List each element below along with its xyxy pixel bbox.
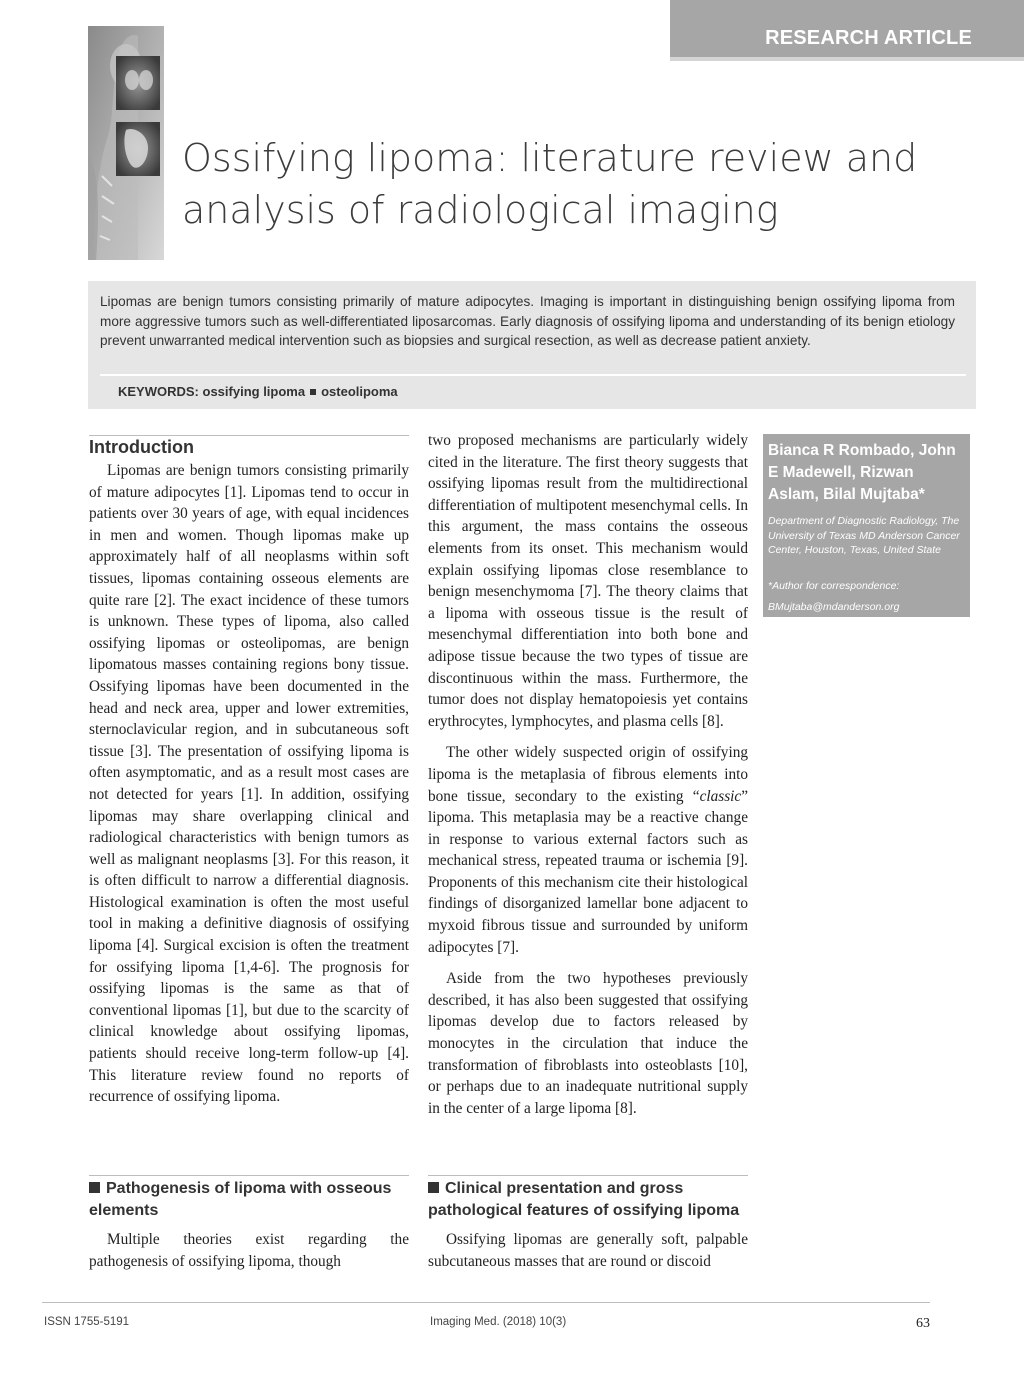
keyword-1: ossifying lipoma xyxy=(202,384,306,399)
cover-image xyxy=(88,26,164,260)
column-2-body xyxy=(428,430,748,1119)
keyword-2: osteolipoma xyxy=(321,384,398,399)
metaplasia-text-a: The other widely suspected origin of ossifying lipoma is the metaplasia of fibrous elements into bone tissue, secondary to the existing “ xyxy=(428,744,748,805)
page-number: 63 xyxy=(916,1316,930,1331)
metaplasia-text-emphasis: classic xyxy=(699,787,742,805)
title-line-1: Ossifying lipoma: literature review and xyxy=(182,136,918,180)
subheading-rule xyxy=(89,1175,409,1176)
footer-issn: ISSN 1755-5191 xyxy=(44,1316,130,1328)
monocyte-paragraph: Aside from the two hypotheses previously described, it has also been suggested that ossifying lipomas develop due to factors released by monocytes in the circulation that induce the transformation of fibroblasts into osteoblasts [10], or perhaps due to an inadequate nutritional supply in the center of a large lipoma [8]. xyxy=(428,970,748,1117)
abstract-divider xyxy=(100,374,966,376)
section-heading-pathogenesis-text: Pathogenesis of lipoma with osseous elements xyxy=(89,1180,392,1219)
section-heading-clinical-text: Clinical presentation and gross pathological features of ossifying lipoma xyxy=(428,1180,740,1219)
section-heading-clinical xyxy=(428,1178,748,1222)
column-1-body xyxy=(89,460,409,1108)
author-affiliation: Department of Diagnostic Radiology, The University of Texas MD Anderson Cancer Center, Houston, Texas, United State xyxy=(768,515,960,556)
heading-square-icon xyxy=(428,1182,439,1193)
article-title xyxy=(182,132,962,236)
banner-underline xyxy=(670,57,1024,61)
correspondence-label: *Author for correspondence: xyxy=(768,580,900,592)
correspondence-email[interactable]: BMujtaba@mdanderson.org xyxy=(768,601,900,613)
author-names: Bianca R Rombado, John E Madewell, Rizwan Aslam, Bilal Mujtaba* xyxy=(768,442,956,503)
keywords-label: KEYWORDS: xyxy=(118,384,199,399)
pathogenesis-paragraph: Multiple theories exist regarding the pathogenesis of ossifying lipoma, though xyxy=(89,1231,409,1270)
heading-square-icon xyxy=(89,1182,100,1193)
column-2-continuation xyxy=(428,1229,748,1272)
article-type-label: RESEARCH ARTICLE xyxy=(765,27,972,49)
metaplasia-paragraph xyxy=(428,742,748,958)
article-type-banner xyxy=(670,0,1024,57)
bullet-square-icon xyxy=(310,389,316,395)
mechanism-paragraph: two proposed mechanisms are particularly widely cited in the literature. The first theory suggests that ossifying lipomas result from the multidirectional differentiation of multipotent mesenchymal cells. In this argument, the mass contains the osseous elements from its onset. This mechanism would explain ossifying lipomas close resemblance to benign mesenchymoma [7]. The theory claims that a lipoma with osseous tissue is the result of mesenchymal differentiation into both bone and adipose tissue because the two types of tissue are discontinuous within the mass. Furthermore, the tumor does not display hematopoiesis yet contains erythrocytes, lymphocytes, and plasma cells [8]. xyxy=(428,432,748,730)
abstract-text: Lipomas are benign tumors consisting primarily of mature adipocytes. Imaging is important in distinguishing benign ossifying lipoma from more aggressive tumors such as well-differentiated liposarcomas. Early diagnosis of ossifying lipoma and understanding of its benign etiology prevent unwarranted medical intervention such as biopsies and surgical resection, as well as decrease patient anxiety. xyxy=(100,294,955,348)
section-heading-pathogenesis xyxy=(89,1178,409,1222)
author-sidebar xyxy=(763,434,970,617)
keywords-line xyxy=(118,384,398,399)
metaplasia-text-b: ” lipoma. This metaplasia may be a reactive change in response to various external factors such as mechanical stress, repeated trauma or ischemia [9]. Proponents of this mechanism cite their histological findings of disorganized lamellar bone adjacent to myxoid fibrous tissue and surrounded by uniform adipocytes [7]. xyxy=(428,787,748,956)
section-heading-introduction: Introduction xyxy=(89,435,409,460)
footer-divider xyxy=(42,1302,930,1303)
clinical-paragraph: Ossifying lipomas are generally soft, palpable subcutaneous masses that are round or discoid xyxy=(428,1231,748,1270)
title-line-2: analysis of radiological imaging xyxy=(182,188,779,232)
footer-journal: Imaging Med. (2018) 10(3) xyxy=(430,1316,567,1328)
abstract-box xyxy=(88,281,976,409)
intro-paragraph: Lipomas are benign tumors consisting primarily of mature adipocytes [1]. Lipomas tend to occur in patients over 30 years of age, with equal incidences in men and women. Though lipomas make up approximately half of all neoplasms within soft tissues, lipomas containing osseous elements are quite rare [2]. The exact incidence of these tumors is unknown. These types of lipoma, also called ossifying lipomas or osteolipomas, are benign lipomatous masses containing regions bony tissue. Ossifying lipomas have been documented in the head and neck area, upper and lower extremities, sternoclavicular region, and in subcutaneous soft tissue [3]. The presentation of ossifying lipoma is often asymptomatic, and as a result most cases are not detected for years [1]. In addition, ossifying lipomas may share overlapping clinical and radiological characteristics with benign tumors as well as malignant neoplasms [3]. For this reason, it is often difficult to narrow a differential diagnosis. Histological examination is often the most useful tool in making a definitive diagnosis of ossifying lipoma [4]. Surgical excision is often the treatment for ossifying lipoma [1,4-6]. The prognosis for ossifying lipomas is the same as that of conventional lipomas [1], but due to the scarcity of clinical knowledge about ossifying lipomas, patients should receive long-term follow-up [4]. This literature review found no reports of recurrence of ossifying lipoma. xyxy=(89,462,409,1106)
subheading-rule xyxy=(428,1175,748,1176)
column-1-continuation xyxy=(89,1229,409,1272)
